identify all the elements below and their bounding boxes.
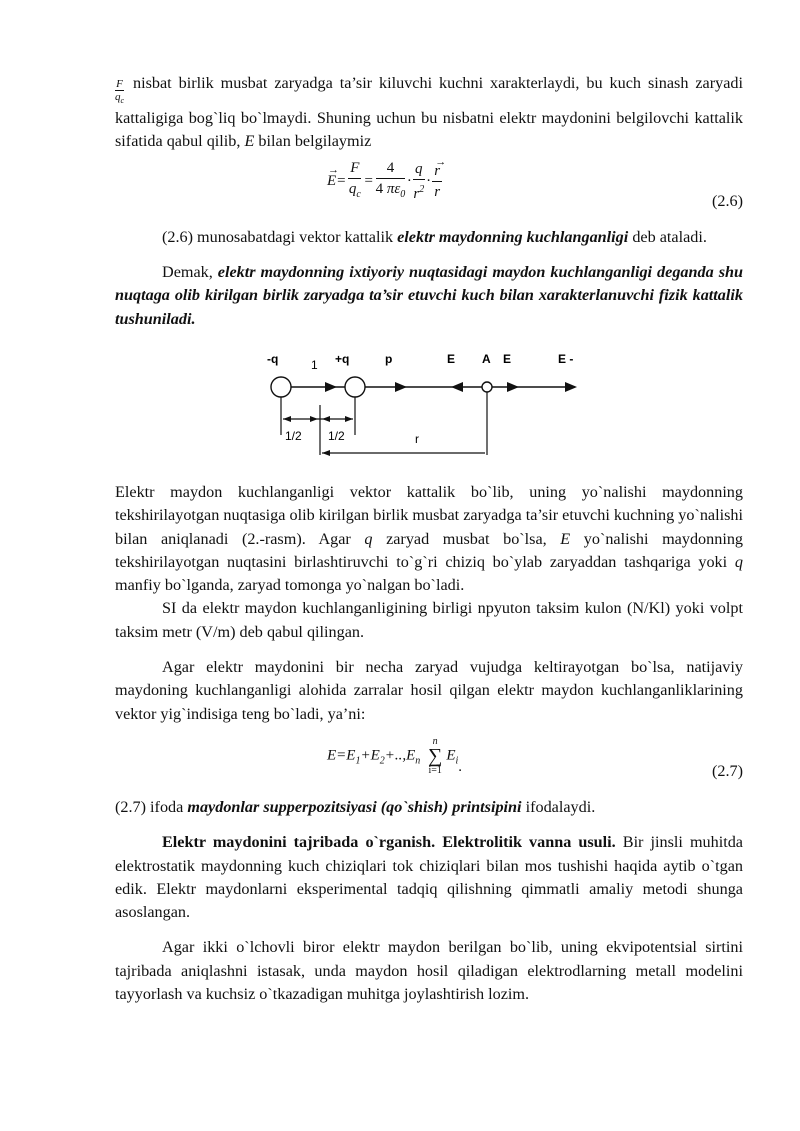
- document-page: [115, 72, 743, 1006]
- sum-lower: i=1: [428, 764, 442, 776]
- label-p: p: [385, 351, 393, 366]
- equation-formula: → E= $\frac{F}{q_c}$ = $\frac{4}{4 \pi\varepsilon_0}$ · $\frac{q}{r^2}$ · → r r: [327, 158, 444, 205]
- text-span: Demak,: [162, 263, 213, 282]
- label-e2: E: [503, 351, 512, 366]
- paragraph-conclusion: [115, 261, 743, 331]
- label-e1: E: [447, 351, 456, 366]
- eq-part: +..,E: [384, 747, 416, 764]
- paragraph-equipotential: Agar ikki o`lchovli biror elektr maydon berilgan bo`lib, uning ekvipotentsial sirtini tajribada aniqlashni istasak, unda maydon hosil qiladigan elektrodlarning metall modelini tayyorlash va kuchsiz o`tkazadigan muhitga joylashtirish lozim.: [115, 938, 743, 1004]
- numerator: r: [434, 162, 441, 179]
- arrow-dipole: [325, 382, 337, 392]
- text-span: yo`nalishi maydonning tekshirilayotgan nuqtasini birlashtiruvchi to`g`ri chiziq bo`ylab zaryaddan tashqariga yoki: [115, 529, 744, 571]
- fraction-denominator: q: [115, 91, 121, 103]
- subscript: 0: [400, 188, 406, 200]
- label-half-1: 1/2: [285, 428, 302, 443]
- subscript: c: [356, 188, 361, 200]
- paragraph-direction: [115, 481, 743, 597]
- eq-part: E=E: [327, 747, 356, 764]
- paragraph-si-units: SI da elektr maydon kuchlanganligining birligi npyuton taksim kulon (N/Kl) yoki volpt taksim metr (V/m) deb qabul qilingan.: [115, 599, 743, 641]
- text-span: Bir jinsli muhitda elektrostatik maydonning kuch chiziqlari tok chiziqlari bilan mos tushishi haqida aytib o`tgan edik. Elektr maydonlarni eksperimental tadqiq qilishning qimmatli amaliy metodi shunga asoslangan.: [115, 833, 743, 922]
- dim-arrow: [322, 416, 330, 422]
- numerator: 4: [376, 158, 406, 179]
- arrow-e-left: [451, 382, 463, 392]
- figure-dipole-field: [115, 345, 743, 475]
- equation-number: (2.7): [711, 761, 743, 780]
- denominator: r: [434, 183, 441, 200]
- text-span: deb ataladi.: [632, 227, 707, 246]
- paragraph-superposition-intro: Agar elektr maydonini bir necha zaryad vujudga keltirayotgan bo`lsa, natijaviy maydoning kuchlanganligi alohida zarralar hosil qilgan elektr maydon kuchlanganliklarining vektor yig`indisiga teng bo`ladi, ya’ni:: [115, 658, 743, 723]
- dim-arrow: [310, 416, 318, 422]
- subscript: 2: [379, 755, 385, 767]
- paragraph-intro: [115, 72, 743, 154]
- point-a: [482, 382, 492, 392]
- numerator: F: [348, 158, 361, 179]
- charge-positive: [345, 377, 365, 397]
- fraction-subscript: c: [120, 96, 125, 106]
- denominator: q: [348, 180, 357, 197]
- fraction-numerator: F: [116, 78, 123, 90]
- dim-arrow: [322, 450, 330, 456]
- fraction-f-over-qc: [115, 78, 124, 107]
- equation-number: (2.6): [711, 191, 743, 210]
- dim-arrow: [283, 416, 291, 422]
- fraction-4: → r r: [434, 155, 447, 200]
- bold-italic-definition: elektr maydonning ixtiyoriy nuqtasidagi maydon kuchlanganligi deganda shu nuqtaga olib kirilgan birlik zaryadga ta’sir etuvchi kuch bilan xarakterlanuvchi fizik kattalik tushuniladi.: [115, 263, 743, 328]
- text-span: manfiy bo`lganda, zaryad tomonga yo`nalgan bo`ladi.: [115, 576, 465, 595]
- eq-part: +E: [360, 747, 380, 764]
- paragraph-superposition: [115, 796, 743, 819]
- vector-e: → E: [327, 163, 339, 189]
- text-span: zaryad musbat bo`lsa,: [386, 529, 547, 548]
- eq-dot: .: [458, 759, 463, 776]
- text-span: bilan belgilaymiz: [258, 132, 372, 151]
- equation-2-7: [115, 726, 743, 792]
- text-span: (2.7) ifoda: [115, 797, 184, 816]
- subscript: n: [415, 755, 421, 767]
- label-half-2: 1/2: [328, 428, 345, 443]
- symbol-q: q: [734, 552, 743, 571]
- section-heading: Elektr maydonini tajribada o`rganish. Elektrolitik vanna usuli.: [162, 833, 616, 852]
- arrow-p: [395, 382, 407, 392]
- bold-italic-term: elektr maydonning kuchlanganligi: [397, 227, 629, 246]
- equation-formula: [327, 736, 462, 776]
- summation: n ∑ i=1: [428, 735, 443, 776]
- label-a: A: [482, 351, 491, 366]
- symbol-e: E: [244, 132, 255, 151]
- symbol-e: E: [560, 529, 571, 548]
- eq-part: E: [446, 747, 456, 764]
- label-pos-q: +q: [335, 351, 350, 366]
- label-e3: E -: [558, 351, 574, 366]
- fraction-3: [413, 159, 425, 204]
- text-span: Elektr maydon kuchlanganligi vektor kattalik bo`lib, uning yo`nalishi maydonning tekshirilayotgan nuqtasiga olib kirilgan birlik musbat zaryadga ta’sir etuvchi kuchning yo`nalishi bilan aniqlanadi (2.-rasm). Agar: [115, 482, 743, 548]
- text-span: nisbat birlik musbat zaryadga ta’sir kiluvchi kuchni xarakterlaydi, bu kuch sinash zaryadi kattaligiga bog`liq bo`lmaydi. Shuning uchun bu nisbatni elektr maydonini belgilovchi kattalik sifatida qabul qilib,: [115, 74, 743, 151]
- label-r: r: [415, 431, 419, 446]
- paragraph-definition: [115, 226, 743, 249]
- numerator: q: [413, 159, 425, 180]
- symbol-q: q: [364, 529, 373, 548]
- dipole-diagram: [115, 345, 743, 475]
- fraction-2: $\frac{4}{4 \pi\varepsilon_0}$: [375, 159, 406, 200]
- dim-arrow: [345, 416, 353, 422]
- paragraph-electrolytic-bath: [115, 831, 743, 924]
- superscript: 2: [419, 183, 425, 195]
- arrow-e-total: [565, 382, 577, 392]
- label-one: 1: [311, 357, 318, 372]
- subscript: 1: [355, 755, 361, 767]
- text-span: (2.6) munosabatdagi vektor kattalik: [162, 227, 394, 246]
- arrow-e-right: [507, 382, 519, 392]
- bold-italic-term: maydonlar supperpozitsiyasi (qo`shish) printsipini: [187, 797, 522, 816]
- fraction-1: [348, 158, 361, 205]
- sum-upper: n: [432, 735, 438, 747]
- subscript: i: [455, 755, 459, 767]
- denominator: r: [413, 185, 420, 202]
- eq-lhs: E: [327, 172, 337, 189]
- text-span: ifodalaydi.: [525, 797, 596, 816]
- charge-negative: [271, 377, 291, 397]
- label-neg-q: -q: [267, 351, 279, 366]
- equation-2-6: [115, 154, 743, 222]
